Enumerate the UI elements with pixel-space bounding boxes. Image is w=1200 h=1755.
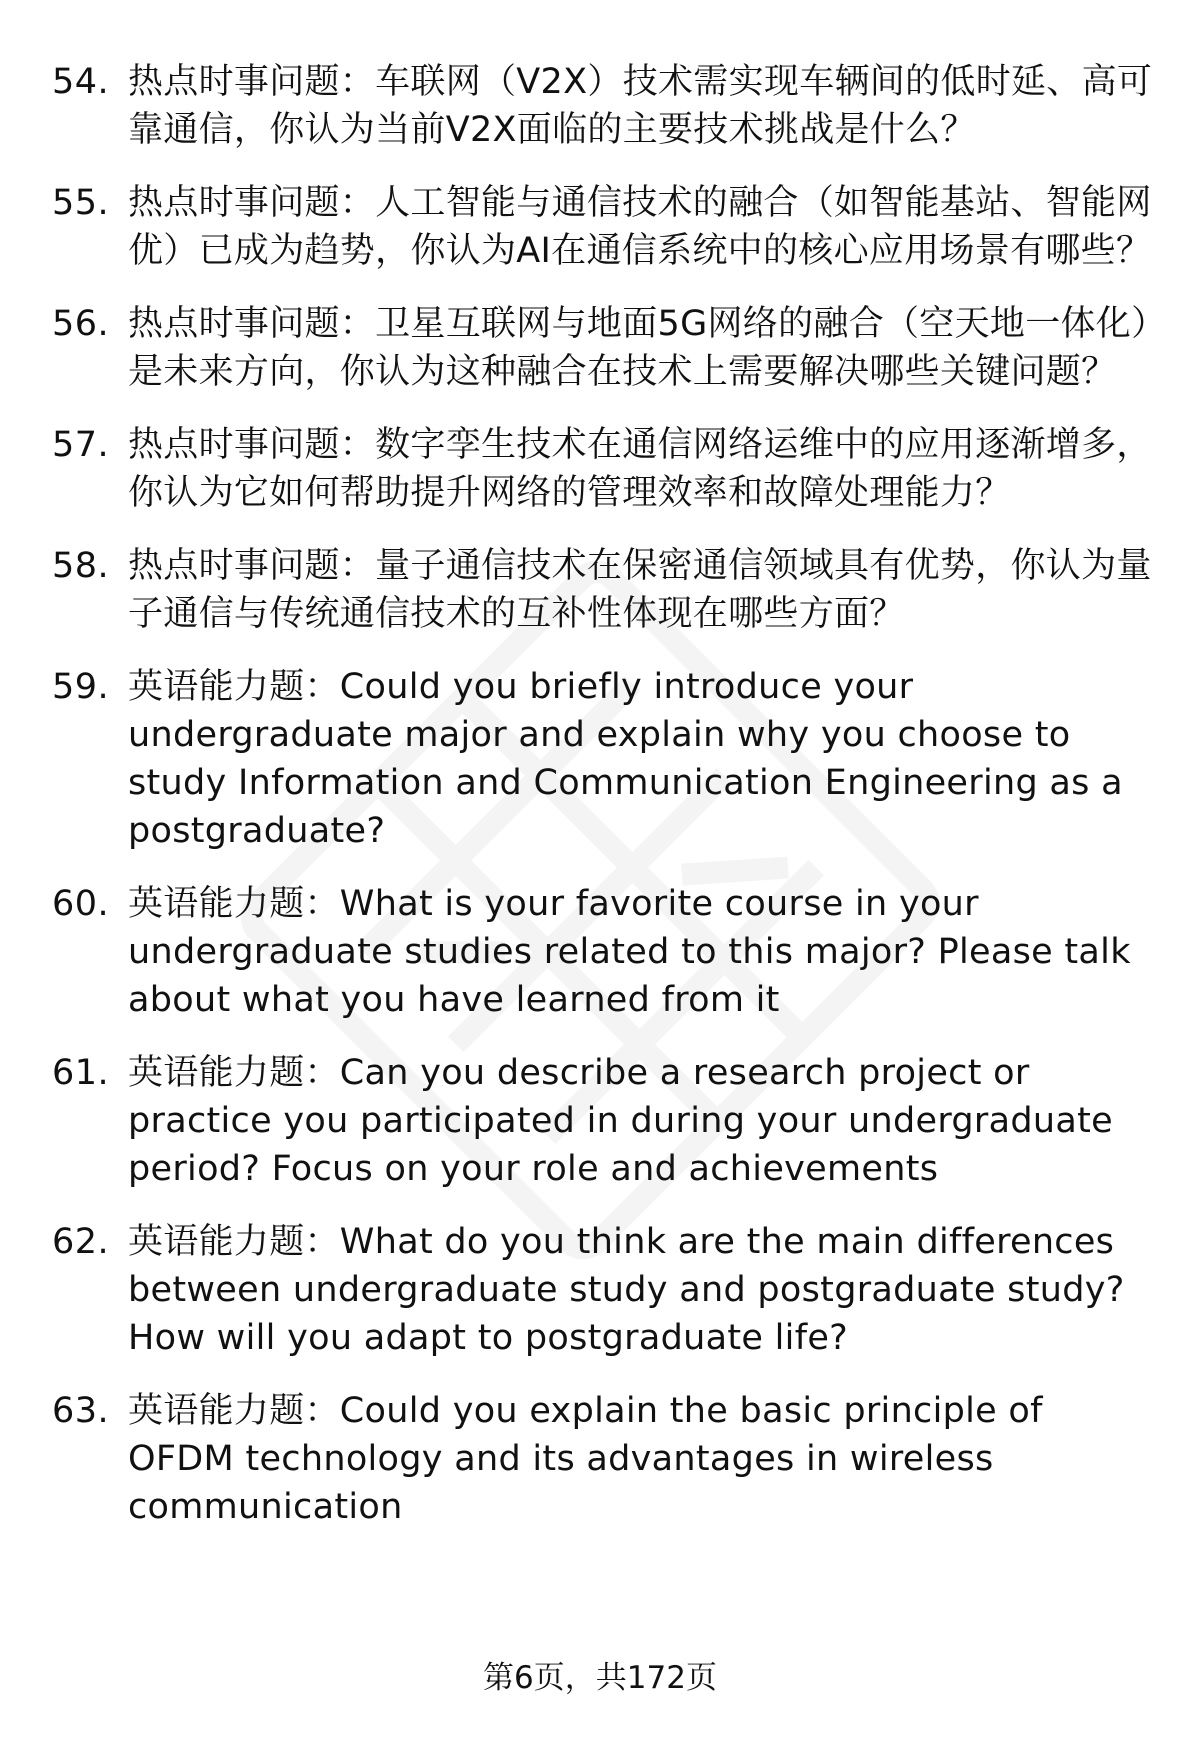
question-item	[0, 1387, 1200, 1531]
question-text: 英语能力题：Could you briefly introduce your undergraduate major and explain why you choose to study Information and Communication Engineering as a postgraduate?	[128, 667, 1123, 851]
question-text: 英语能力题：Could you explain the basic principle of OFDM technology and its advantages in wireless communication	[128, 1391, 1043, 1527]
question-number: 61.	[52, 1053, 110, 1093]
question-number: 57.	[52, 425, 110, 465]
question-number: 55.	[52, 183, 110, 223]
question-item	[0, 300, 1200, 396]
question-number: 56.	[52, 304, 110, 344]
question-text: 热点时事问题：人工智能与通信技术的融合（如智能基站、智能网优）已成为趋势，你认为AI在通信系统中的核心应用场景有哪些？	[128, 183, 1152, 271]
question-item	[0, 421, 1200, 517]
page-footer: 第6页，共172页	[483, 1660, 717, 1696]
question-number: 63.	[52, 1391, 110, 1431]
question-text: 热点时事问题：量子通信技术在保密通信领域具有优势，你认为量子通信与传统通信技术的互补性体现在哪些方面？	[128, 546, 1152, 634]
question-item	[0, 1049, 1200, 1193]
question-text: 英语能力题：What do you think are the main differences between undergraduate study and postgraduate study? How will you adapt to postgraduate life?	[128, 1222, 1125, 1358]
question-list	[0, 58, 1200, 1556]
question-number: 60.	[52, 884, 110, 924]
question-item	[0, 179, 1200, 275]
question-number: 62.	[52, 1222, 110, 1262]
question-item	[0, 542, 1200, 638]
question-item	[0, 58, 1200, 154]
question-text: 热点时事问题：数字孪生技术在通信网络运维中的应用逐渐增多，你认为它如何帮助提升网络的管理效率和故障处理能力？	[128, 425, 1152, 513]
question-item	[0, 880, 1200, 1024]
question-text: 热点时事问题：卫星互联网与地面5G网络的融合（空天地一体化）是未来方向，你认为这种融合在技术上需要解决哪些关键问题？	[128, 304, 1149, 392]
question-text: 英语能力题：What is your favorite course in your undergraduate studies related to this major? Please talk about what you have learned from it	[128, 884, 1131, 1020]
question-number: 58.	[52, 546, 110, 586]
question-item	[0, 663, 1200, 855]
question-text: 热点时事问题：车联网（V2X）技术需实现车辆间的低时延、高可靠通信，你认为当前V2X面临的主要技术挑战是什么？	[128, 62, 1153, 150]
question-text: 英语能力题：Can you describe a research project or practice you participated in during your undergraduate period? Focus on your role and achievements	[128, 1053, 1113, 1189]
question-item	[0, 1218, 1200, 1362]
question-number: 54.	[52, 62, 110, 102]
question-number: 59.	[52, 667, 110, 707]
